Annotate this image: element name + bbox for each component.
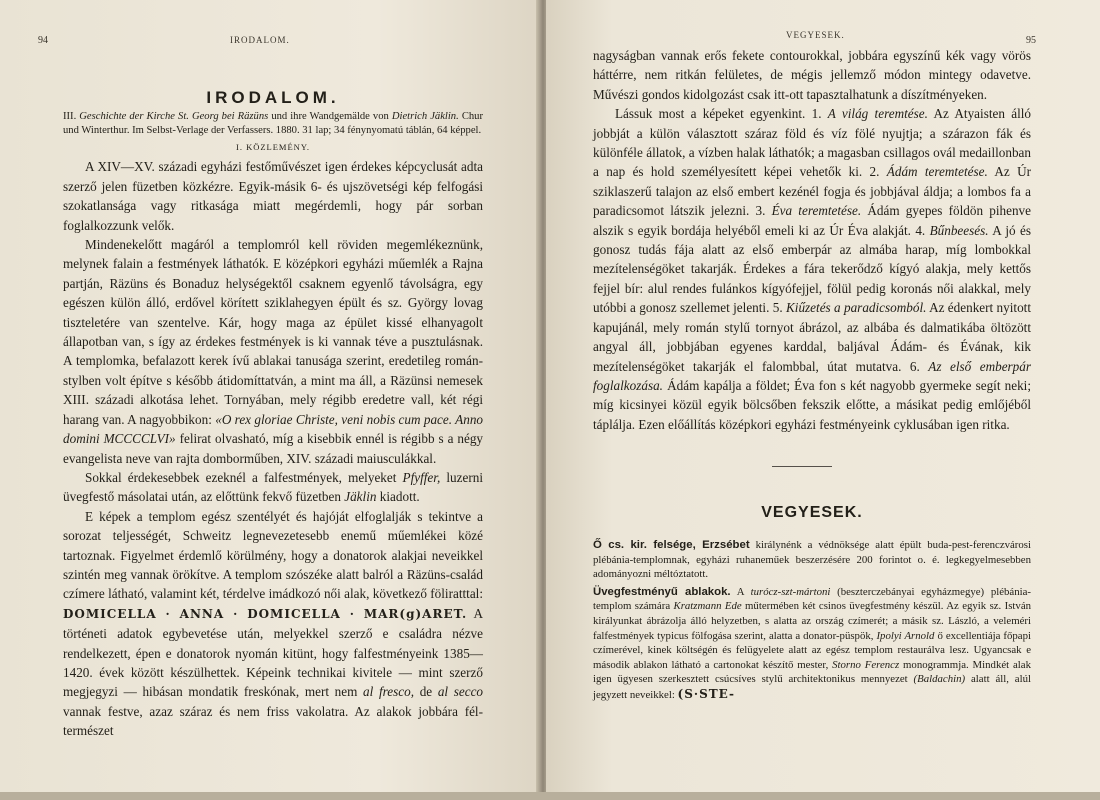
right-page-number: 95 bbox=[1026, 35, 1036, 46]
bib-details: Chur und Winterthur. Im Selbst-Verlage der Verfassers. 1880. 31 lap; 34 fénynyomatú táblán, 64 képpel. bbox=[63, 111, 483, 136]
section-label: I. KÖZLEMÉNY. bbox=[236, 142, 310, 152]
news-item-2-text-c: műtermében két csinos üvegfestmény készül. Az egyik sz. István királyunkat ábrázolja álló helyzetben, s alatta az ország czímerét; a másik sz. László, a veleméri falfestmények typicus fölfogása szerint, alatta a donator-püspök, bbox=[593, 600, 1032, 642]
bib-label: III. bbox=[63, 111, 77, 122]
left-page-title: IRODALOM. bbox=[206, 88, 340, 107]
paragraph-4-text-d: vannak festve, azaz száraz és nem friss vakolatra. Az alakok jobbára fél-természet bbox=[63, 703, 483, 739]
news-column bbox=[593, 538, 1031, 706]
pictures-text-b: Az Atyaisten álló jobbját a külön választott száraz föld és víz fölé nyujtja; a szárazon fák és különféle állatok, a vízben halak láthatók; a magasban csillagos ovál medaillonban a nap és hold személyesített képei vehetők ki. 2. bbox=[593, 106, 1032, 180]
section-divider bbox=[772, 466, 832, 467]
continued-paragraph: nagyságban vannak erős fekete contourokkal, jobbára egyszínű kék vagy vörös háttérre, nem ritkán felületes, de mégis jellemző módon mintegy odavetve. Művészi gondos kidolgozást csak itt-ott tapasztalhatunk a díszítményeken. bbox=[593, 48, 1031, 102]
bib-author: Dietrich Jäklin. bbox=[391, 111, 459, 122]
news-item-2-lead: Üvegfestményű ablakok. bbox=[593, 585, 731, 598]
left-page-number: 94 bbox=[38, 35, 48, 46]
paragraph-3-text-a: Sokkal érdekesebbek ezeknél a falfestmények, melyeket bbox=[85, 469, 397, 485]
miscellany-title: VEGYESEK. bbox=[761, 504, 863, 521]
term-al-secco: al secco bbox=[437, 684, 484, 700]
news-item-2-text-a: A bbox=[736, 585, 744, 598]
paragraph-3-text-b: luzerni üvegfestő másolatai után, az előttünk fekvő füzetben bbox=[63, 469, 484, 505]
left-running-head: IRODALOM. bbox=[230, 35, 290, 45]
gothic-inscription: DOMICELLA · ANNA · DOMICELLA · MAR(g)ARET. bbox=[63, 606, 468, 621]
term-al-fresco: al fresco, bbox=[363, 684, 415, 700]
page-bottom-edge bbox=[0, 792, 1100, 800]
news-item-2-text-e: monogrammja. Mindkét alak igen ügyesen szerkesztett csúcsíves stylű architektonikus mennyezet bbox=[593, 658, 1031, 686]
news-item-2 bbox=[593, 585, 1031, 703]
place-name: turócz-szt-mártoni bbox=[750, 585, 831, 598]
news-item-2-text-f: alatt áll, alúl jegyzett neveikkel: bbox=[593, 673, 1031, 701]
paragraph-4 bbox=[63, 507, 483, 741]
bell-inscription: «O rex gloriae Christe, veni nobis cum pace. Anno domini MCCCCLVI» bbox=[63, 411, 484, 447]
paragraph-2-text: Mindenekelőtt magáról a templomról kell röviden megemlékeznünk, melynek falain a festmények láthatók. E középkori egyházi műemlék a Rajna partján, Räzüns és Bonaduz helységektől csaknem egyenlő távolságra, egy egészen külön álló, erdővel körített sziklahegyen épült és sz. György lovag tiszteletére van szentelve. Kár, hogy maga az épület kissé elhanyagolt állapotban van, s így az érdekes festmények is ki vannak téve a pusztulásnak. A templomka, befalazott kerek ívű ablakai tanusága szerint, eredetileg román-stylben volt építve s később átidomíttatván, a mint ma áll, a Räzünsi nemesek XIII. századi alkotása lehet. Tornyában, mely régibb eredetre vall, két régi harang van. A nagyobbikon: bbox=[63, 237, 483, 427]
name-pfyffer: Pfyffer, bbox=[402, 469, 441, 485]
news-item-2-text-d: ő excellentiája főpapi czímerével, kinek költségén és felügyelete alatt az egész templom restaurálva lesz. Ugyancsak e második ablakon látható a cartonokat készítő mester, bbox=[593, 629, 1031, 671]
picture-title-5: Kiűzetés a paradicsomból. bbox=[786, 300, 927, 316]
term-baldachin: (Baldachin) bbox=[913, 673, 966, 686]
left-text-column bbox=[63, 110, 483, 741]
pictures-text-c: Az Úr sziklaszerű talajon az első embert kezénél fogja és jobbjával áldja; a lombos fa a paradicsomot látszik jelezni. 3. bbox=[593, 164, 1032, 219]
name-jaklin: Jäklin bbox=[344, 489, 377, 505]
right-text-column bbox=[593, 46, 1031, 434]
pictures-text-d: Ádám gyepes földön pihenve alszik s egyik bordája helyéből emeli ki az Úr Éva alakját. 4. bbox=[593, 203, 1031, 238]
picture-title-6: Az első emberpár foglalkozása. bbox=[593, 358, 1031, 393]
paragraph-1: A XIV—XV. századi egyházi festőművészet igen érdekes képcyclusát adta szerző jelen füzetben közkézre. Egyik-másik 6- és ujszövetségi kép felfogási szokatlansága vagy ritkasága miatt megérdemli, hogy pár sorban foglalkozzunk velők. bbox=[63, 159, 483, 233]
news-item-1-lead: Ő cs. kir. felsége, Erzsébet bbox=[593, 539, 750, 551]
news-item-1-text: királynénk a védnöksége alatt épült buda-pest-ferenczvárosi plébánia-templomnak, egyházi ruhaneműek beszerzésére 200 forintot o. é. legkegyelmesebben adományozni méltóztatott. bbox=[593, 539, 1031, 581]
paragraph-2 bbox=[63, 235, 483, 468]
name-kratzmann: Kratzmann Ede bbox=[673, 600, 742, 613]
pictures-paragraph bbox=[593, 104, 1031, 434]
bibliography-entry bbox=[63, 110, 483, 138]
picture-title-4: Bűnbeesés. bbox=[929, 222, 989, 238]
paragraph-4-text-a: E képek a templom egész szentélyét és hajóját elfoglalják s tekintve a sorozat teljességét, Schweitz legnevezetesebb enemű műemlékei közé tartoznak. Figyelmet érdemlő körülmény, hogy a donatorok alakjai neveikkel szintén meg vannak örökítve. A templom szószéke alatt balról a Räzüns-család czímere látható, valamint két, térdelve imádkozó női alak, következő föliratttal: bbox=[63, 508, 483, 602]
name-ipolyi: Ipolyi Arnold bbox=[876, 629, 935, 642]
gothic-inscription-start: (S·STE- bbox=[677, 686, 736, 701]
pictures-text-g: Ádám kapálja a földet; Éva fon s két nagyobb gyermeke segít neki; míg kicsinyei közül egyik bölcsőben fekszik előtte, a másikat pedig emlőjéből táplálja. Ezen előállítás középkori egyházi festményeink cyklusában igen ritka. bbox=[593, 377, 1031, 432]
pictures-text-a: Lássuk most a képeket egyenkint. 1. bbox=[615, 106, 822, 122]
pictures-text-e: A jó és gonosz tudás fája alatt az első emberpár az almába harap, míg lombokkal mezítelenségöket takarják. Érdekes a fára tekerődző kígyó alakja, mely kettős fejjel bír: alul rendes fulánkos kígyófejjel, fölül pedig koronás női alakkal, mely utóbbi a gonosz szellemet jelenti. 5. bbox=[593, 222, 1031, 316]
bib-title: Geschichte der Kirche St. Georg bei Räzüns bbox=[79, 111, 269, 122]
news-item-2-text-b: (beszterczebányai egyházmegye) plébánia-templom számára bbox=[593, 585, 1032, 613]
right-running-head: VEGYESEK. bbox=[786, 30, 845, 40]
picture-title-3: Éva teremtetése. bbox=[771, 203, 862, 219]
paragraph-2-tail: felirat olvasható, míg a kisebbik ennél is régibb s a négy evangelista neve van rajta domborműben, XIV. századi maiusculákkal. bbox=[63, 431, 484, 466]
paragraph-4-text-c: de bbox=[419, 684, 433, 700]
name-storno: Storno Ferencz bbox=[832, 658, 900, 671]
bib-mid: und ihre Wandgemälde von bbox=[271, 111, 389, 122]
paragraph-3 bbox=[63, 468, 483, 507]
picture-title-1: A világ teremtése. bbox=[827, 106, 928, 122]
paragraph-3-text-c: kiadott. bbox=[379, 489, 420, 505]
news-item-1 bbox=[593, 538, 1031, 582]
pictures-text-f: Az édenkert nyitott kapujánál, mely román stylű tornyot ábrázol, az albába és dalmatikába öltözött angyal áll, jobbjában egyenes karddal, baljával Ádám- és Évának, kik mezítelenségöket takarják el falombbal, útat mutatva. 6. bbox=[593, 300, 1031, 374]
paragraph-4-text-b: A történeti adatok egybevetése után, melyekkel szerző e családra nézve rendelkezett, épen e donatorok nyomán kitünt, hogy falfestményeink 1385—1420. évek között készülhettek. Képeink technikai kivitele — mint szerző megjegyzi — hibásan mondatik freskónak, mert nem bbox=[63, 605, 483, 700]
picture-title-2: Ádám teremtetése. bbox=[886, 164, 988, 180]
